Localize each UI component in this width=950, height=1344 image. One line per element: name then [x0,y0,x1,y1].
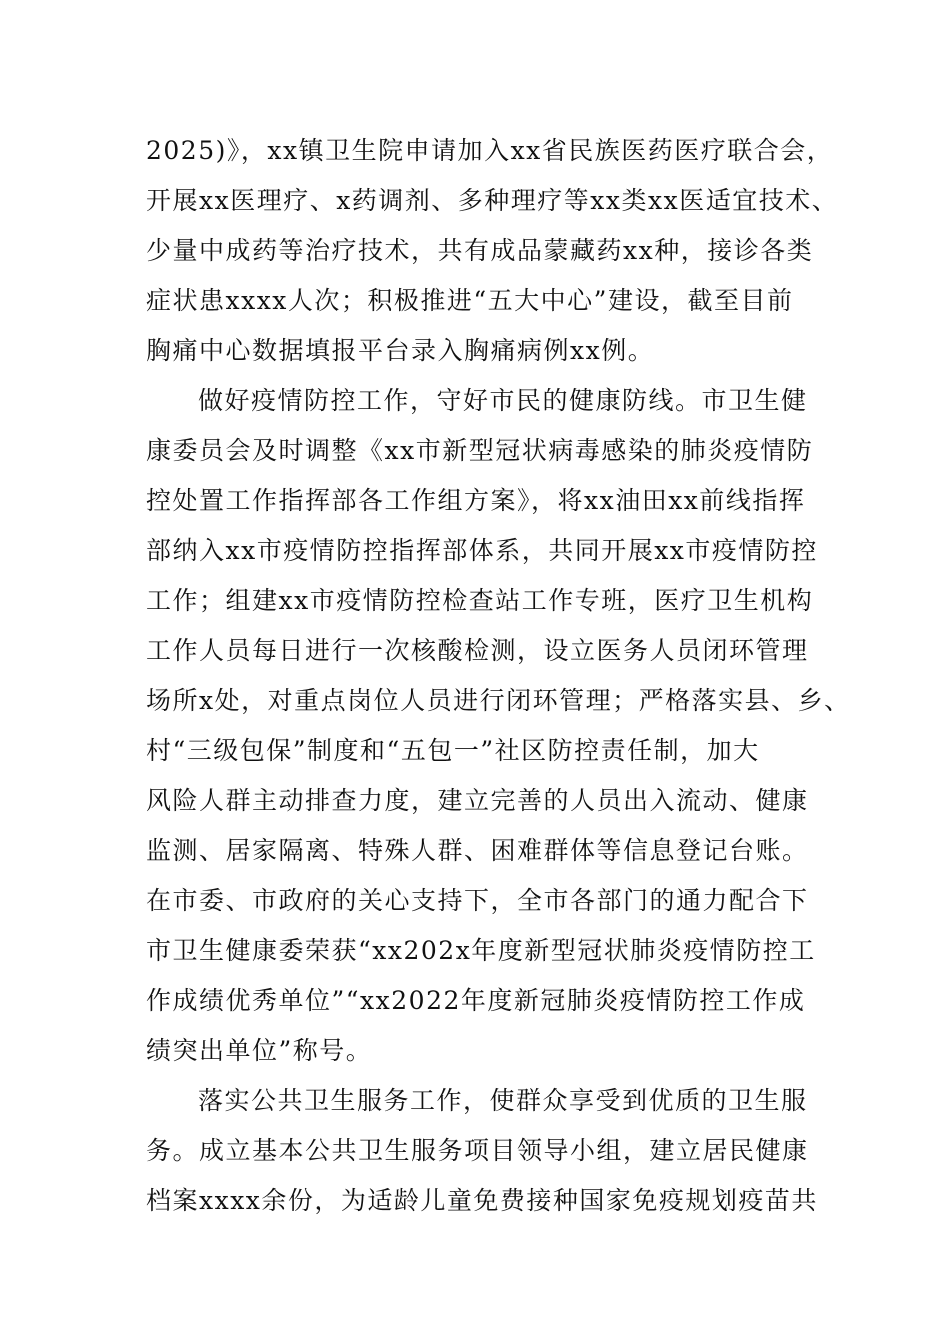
text-line: 风险人群主动排查力度，建立完善的人员出入流动、健康 [146,786,809,815]
text-line: 少量中成药等治疗技术，共有成品蒙藏药xx种，接诊各类 [146,236,814,265]
text-line: 绩突出单位”称号。 [146,1036,373,1065]
text-line: 工作；组建xx市疫情防控检查站工作专班，医疗卫生机构 [146,586,814,615]
text-line: 2025)》，xx镇卫生院申请加入xx省民族医药医疗联合会， [146,136,834,165]
text-line: 档案xxxx余份，为适龄儿童免费接种国家免疫规划疫苗共 [146,1186,818,1215]
paragraph-first-line: 落实公共卫生服务工作，使群众享受到优质的卫生服 [198,1086,808,1115]
text-line: 作成绩优秀单位”“xx2022年度新冠肺炎疫情防控工作成 [146,986,806,1015]
paragraph-first-line: 做好疫情防控工作，守好市民的健康防线。市卫生健 [198,386,808,415]
text-line: 在市委、市政府的关心支持下，全市各部门的通力配合下 [146,886,809,915]
text-line: 症状患xxxx人次；积极推进“五大中心”建设，截至目前 [146,286,794,315]
text-line: 村“三级包保”制度和“五包一”社区防控责任制，加大 [146,736,760,765]
text-line: 监测、居家隔离、特殊人群、困难群体等信息登记台账。 [146,836,809,865]
text-line: 控处置工作指挥部各工作组方案》，将xx油田xx前线指挥 [146,486,806,515]
text-line: 开展xx医理疗、x药调剂、多种理疗等xx类xx医适宜技术、 [146,186,839,215]
text-line: 务。成立基本公共卫生服务项目领导小组，建立居民健康 [146,1136,809,1165]
text-line: 部纳入xx市疫情防控指挥部体系，共同开展xx市疫情防控 [146,536,818,565]
text-line: 工作人员每日进行一次核酸检测，设立医务人员闭环管理 [146,636,809,665]
text-line: 康委员会及时调整《xx市新型冠状病毒感染的肺炎疫情防 [146,436,814,465]
text-line: 市卫生健康委荣获“xx202x年度新型冠状肺炎疫情防控工 [146,936,816,965]
text-line: 场所x处，对重点岗位人员进行闭环管理；严格落实县、乡、 [146,686,851,715]
text-line: 胸痛中心数据填报平台录入胸痛病例xx例。 [146,336,655,365]
